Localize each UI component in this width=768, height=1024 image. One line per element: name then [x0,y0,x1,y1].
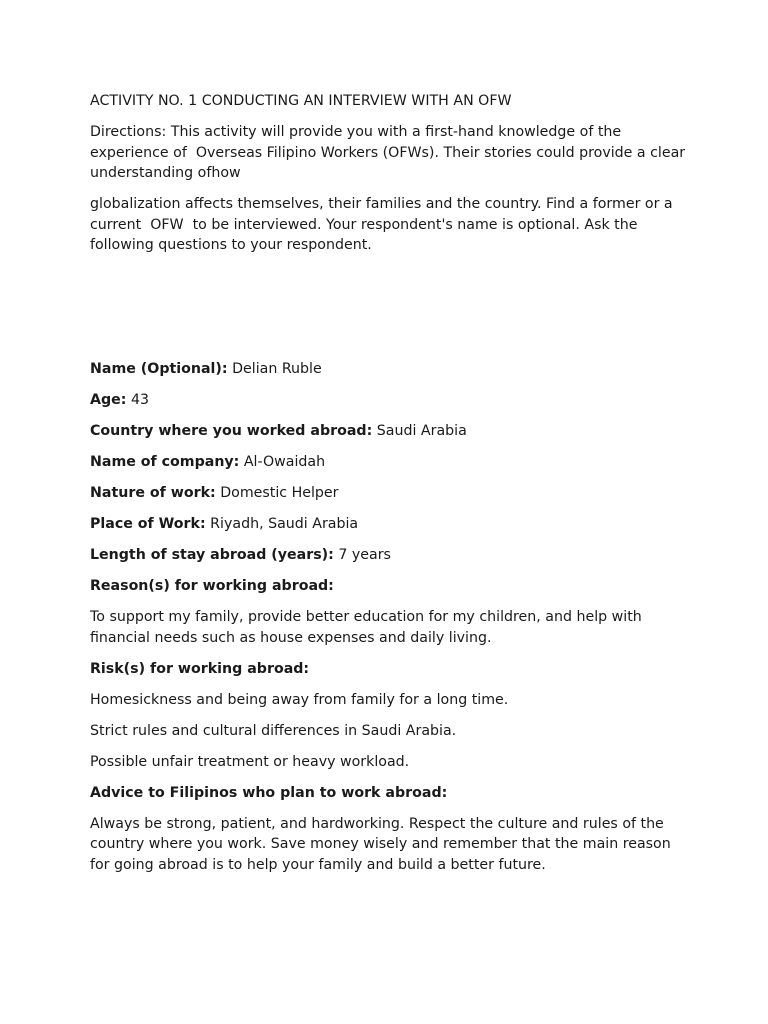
directions-paragraph-2: globalization affects themselves, their families and the country. Find a former or a current OFW to be interviewed. Your respondent's name is optional. Ask the following questions to your respondent. [90,196,678,253]
risk-item: Possible unfair treatment or heavy workload. [90,753,410,770]
reasons-answer: To support my family, provide better education for my children, and help with financial needs such as house expenses and daily living. [90,609,647,646]
document-page [90,91,690,886]
risk-item: Strict rules and cultural differences in Saudi Arabia. [90,722,457,739]
risks-heading: Risk(s) for working abroad: [90,660,310,677]
field-value: Domestic Helper [215,485,339,501]
field-age [90,390,690,411]
field-label: Place of Work: [90,516,206,532]
field-value: Al-Owaidah [239,454,326,470]
field-place-of-work [90,514,690,535]
field-nature-of-work [90,483,690,504]
field-name [90,359,690,380]
activity-title: ACTIVITY NO. 1 CONDUCTING AN INTERVIEW WITH AN OFW [90,93,512,109]
field-value: Saudi Arabia [372,423,467,439]
risk-item: Homesickness and being away from family for a long time. [90,691,509,708]
reasons-heading: Reason(s) for working abroad: [90,578,334,594]
directions-paragraph-1: Directions: This activity will provide you with a first-hand knowledge of the experience of Overseas Filipino Workers (OFWs). Their stories could provide a clear understanding ofhow [90,124,690,181]
field-label: Country where you worked abroad: [90,423,373,439]
field-label: Nature of work: [90,485,216,501]
field-country [90,421,690,442]
field-value: 43 [126,392,150,408]
field-label: Age: [90,392,127,408]
field-length-of-stay [90,545,690,566]
blank-space [90,266,690,359]
field-label: Length of stay abroad (years): [90,547,334,563]
field-company [90,452,690,473]
field-value: Delian Ruble [227,361,322,377]
field-value: Riyadh, Saudi Arabia [205,516,359,532]
field-label: Name of company: [90,454,240,470]
advice-answer: Always be strong, patient, and hardworking. Respect the culture and rules of the country where you work. Save money wisely and remember that the main reason for going abroad is to help your family and build a better future. [90,815,676,873]
field-value: 7 years [333,547,391,563]
field-label: Name (Optional): [90,361,228,377]
advice-heading: Advice to Filipinos who plan to work abroad: [90,784,448,801]
